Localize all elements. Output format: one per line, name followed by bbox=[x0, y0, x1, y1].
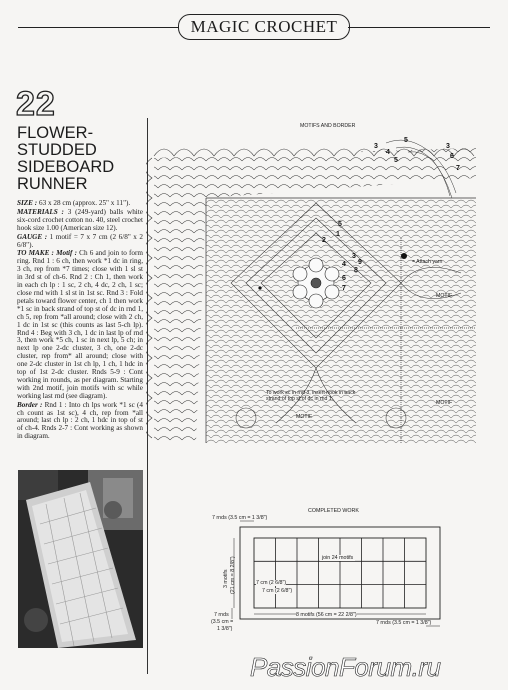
runner-photo-image bbox=[18, 470, 143, 648]
border-instructions: Rnd 1 : Into ch lps work *1 sc (4 ch count as 1st sc), 4 ch, rep from *all around; last ch lp : 2 ch, 1 hdc in top of st of ch-4. Rnds 2-7 : Cont working as shown in diagram. bbox=[17, 400, 143, 441]
to-make-label: TO MAKE : bbox=[17, 249, 54, 258]
side-cm-label: (21 cm = 8 2/8") bbox=[230, 556, 236, 594]
rnd-label: 5 bbox=[404, 137, 408, 144]
motif-instructions: Ch 6 and join to form ring. Rnd 1 : 6 ch, then work *1 dc in ring, 3 ch, rep from *7 times; close with 1 sl st in 3rd st of ch-6. Rnd 2 : Ch 1, then work in each ch lp : 1 sc, 2 ch, 4 dc, 2 ch, 1 sc; close rnd with 1 sl st in 1st sc. Rnd 3 : Fold petals toward flower center, ch 1 then work *1 sc in back strand of top st of dc in rnd 1, ch 5, rep from *all around; close with 2 ch, 1 dc in 1st sc (this counts as last 5-ch lp). Rnd 4 : Beg with 3 ch, 1 dc in last lp of rnd 3, then work *5 ch, 1 sc in next lp, 5 ch; in next lp one 2-dc cluster, 3 ch, one 2-dc cluster, rep from* all around; close with one 2-dc cluster in 1st ch lp, 1 ch, 1 hdc in top of 1st 2-dc cluster. Rnds 5-9 : Cont working in rounds, as per diagram. Starting with 2nd motif, join motifs with sc while working last rnd (see diagram). bbox=[17, 249, 144, 400]
gauge-value: 1 motif = 7 x 7 cm (2 6/8" x 2 6/8"). bbox=[17, 232, 143, 249]
motif-label-right-lower: MOTIF bbox=[436, 400, 453, 406]
diagram-title: MOTIFS AND BORDER bbox=[300, 123, 356, 129]
completed-work-grid bbox=[210, 508, 480, 638]
join-motifs-label: join 24 motifs bbox=[322, 555, 354, 561]
motif-label: Motif : bbox=[56, 249, 77, 258]
materials-label: MATERIALS : bbox=[17, 207, 64, 216]
attach-yarn-note: = Attach yarn bbox=[412, 259, 443, 265]
magazine-title: MAGIC CROCHET bbox=[178, 14, 350, 40]
rnd-label: 3 bbox=[352, 253, 356, 260]
watermark: PassionForum.ru bbox=[250, 652, 441, 682]
motif-label-bottom: MOTIF bbox=[296, 414, 313, 420]
rnd-label: 6 bbox=[450, 153, 454, 160]
rnd-label: 6 bbox=[342, 275, 346, 282]
side-motifs-label: 3 motifs bbox=[223, 569, 229, 588]
completed-work-title: COMPLETED WORK bbox=[308, 508, 359, 514]
completed-work-diagram bbox=[210, 508, 480, 638]
rnd-label: 3 bbox=[446, 143, 450, 150]
pattern-number: 22 bbox=[16, 85, 56, 123]
left-cm-label: (3.5 cm = bbox=[211, 619, 234, 625]
rnd-label: 9 bbox=[358, 259, 362, 266]
top-rnds-label: 7 rnds (3.5 cm = 1 3/8") bbox=[212, 515, 268, 521]
sc-note: To work sc in rnd 3, insert hook in back strand of top st of dc in rnd 1. bbox=[266, 390, 356, 403]
motifs-border-diagram bbox=[146, 118, 491, 448]
header-rule-right bbox=[348, 27, 490, 28]
motif-height-label: 7 cm (2 6/8") bbox=[262, 588, 293, 594]
rnd-label: 1 bbox=[336, 231, 340, 238]
left-rnds-label: 7 rnds bbox=[214, 612, 229, 618]
rnd-label: 7 bbox=[342, 285, 346, 292]
instructions-text bbox=[17, 200, 143, 442]
motif-label-right: MOTIF bbox=[436, 293, 453, 299]
size-value: 63 x 28 cm (approx. 25" x 11"). bbox=[38, 199, 131, 207]
rnd-label: 7 bbox=[456, 165, 460, 172]
rnd-label: 5 bbox=[338, 221, 342, 228]
rnd-label: 5 bbox=[394, 157, 398, 164]
materials-value: 3 (249-yard) balls white six-cord crochet cotton no. 40, steel crochet hook size 1.00 (American size 12). bbox=[17, 207, 143, 232]
gauge-label: GAUGE : bbox=[17, 232, 48, 241]
left-in-label: 1 3/8") bbox=[217, 626, 233, 632]
rnd-label: 2 bbox=[322, 237, 326, 244]
size-label: SIZE : bbox=[17, 199, 38, 207]
bottom-motifs-label: 8 motifs (56 cm = 22 2/8") bbox=[296, 612, 357, 618]
rnd-label: 3 bbox=[374, 143, 378, 150]
rnd-label: 4 bbox=[386, 149, 390, 156]
rnd-label: 4 bbox=[342, 261, 346, 268]
border-label: Border : bbox=[17, 400, 43, 409]
runner-photo bbox=[18, 470, 143, 648]
right-rnds-label: 7 rnds (3.5 cm = 1 3/8") bbox=[376, 620, 432, 626]
pattern-title: FLOWER- STUDDED SIDEBOARD RUNNER bbox=[17, 124, 115, 193]
header-rule-left bbox=[18, 27, 178, 28]
rnd-label: 8 bbox=[354, 267, 358, 274]
motif-width-label: 7 cm (2 6/8") bbox=[256, 580, 287, 586]
